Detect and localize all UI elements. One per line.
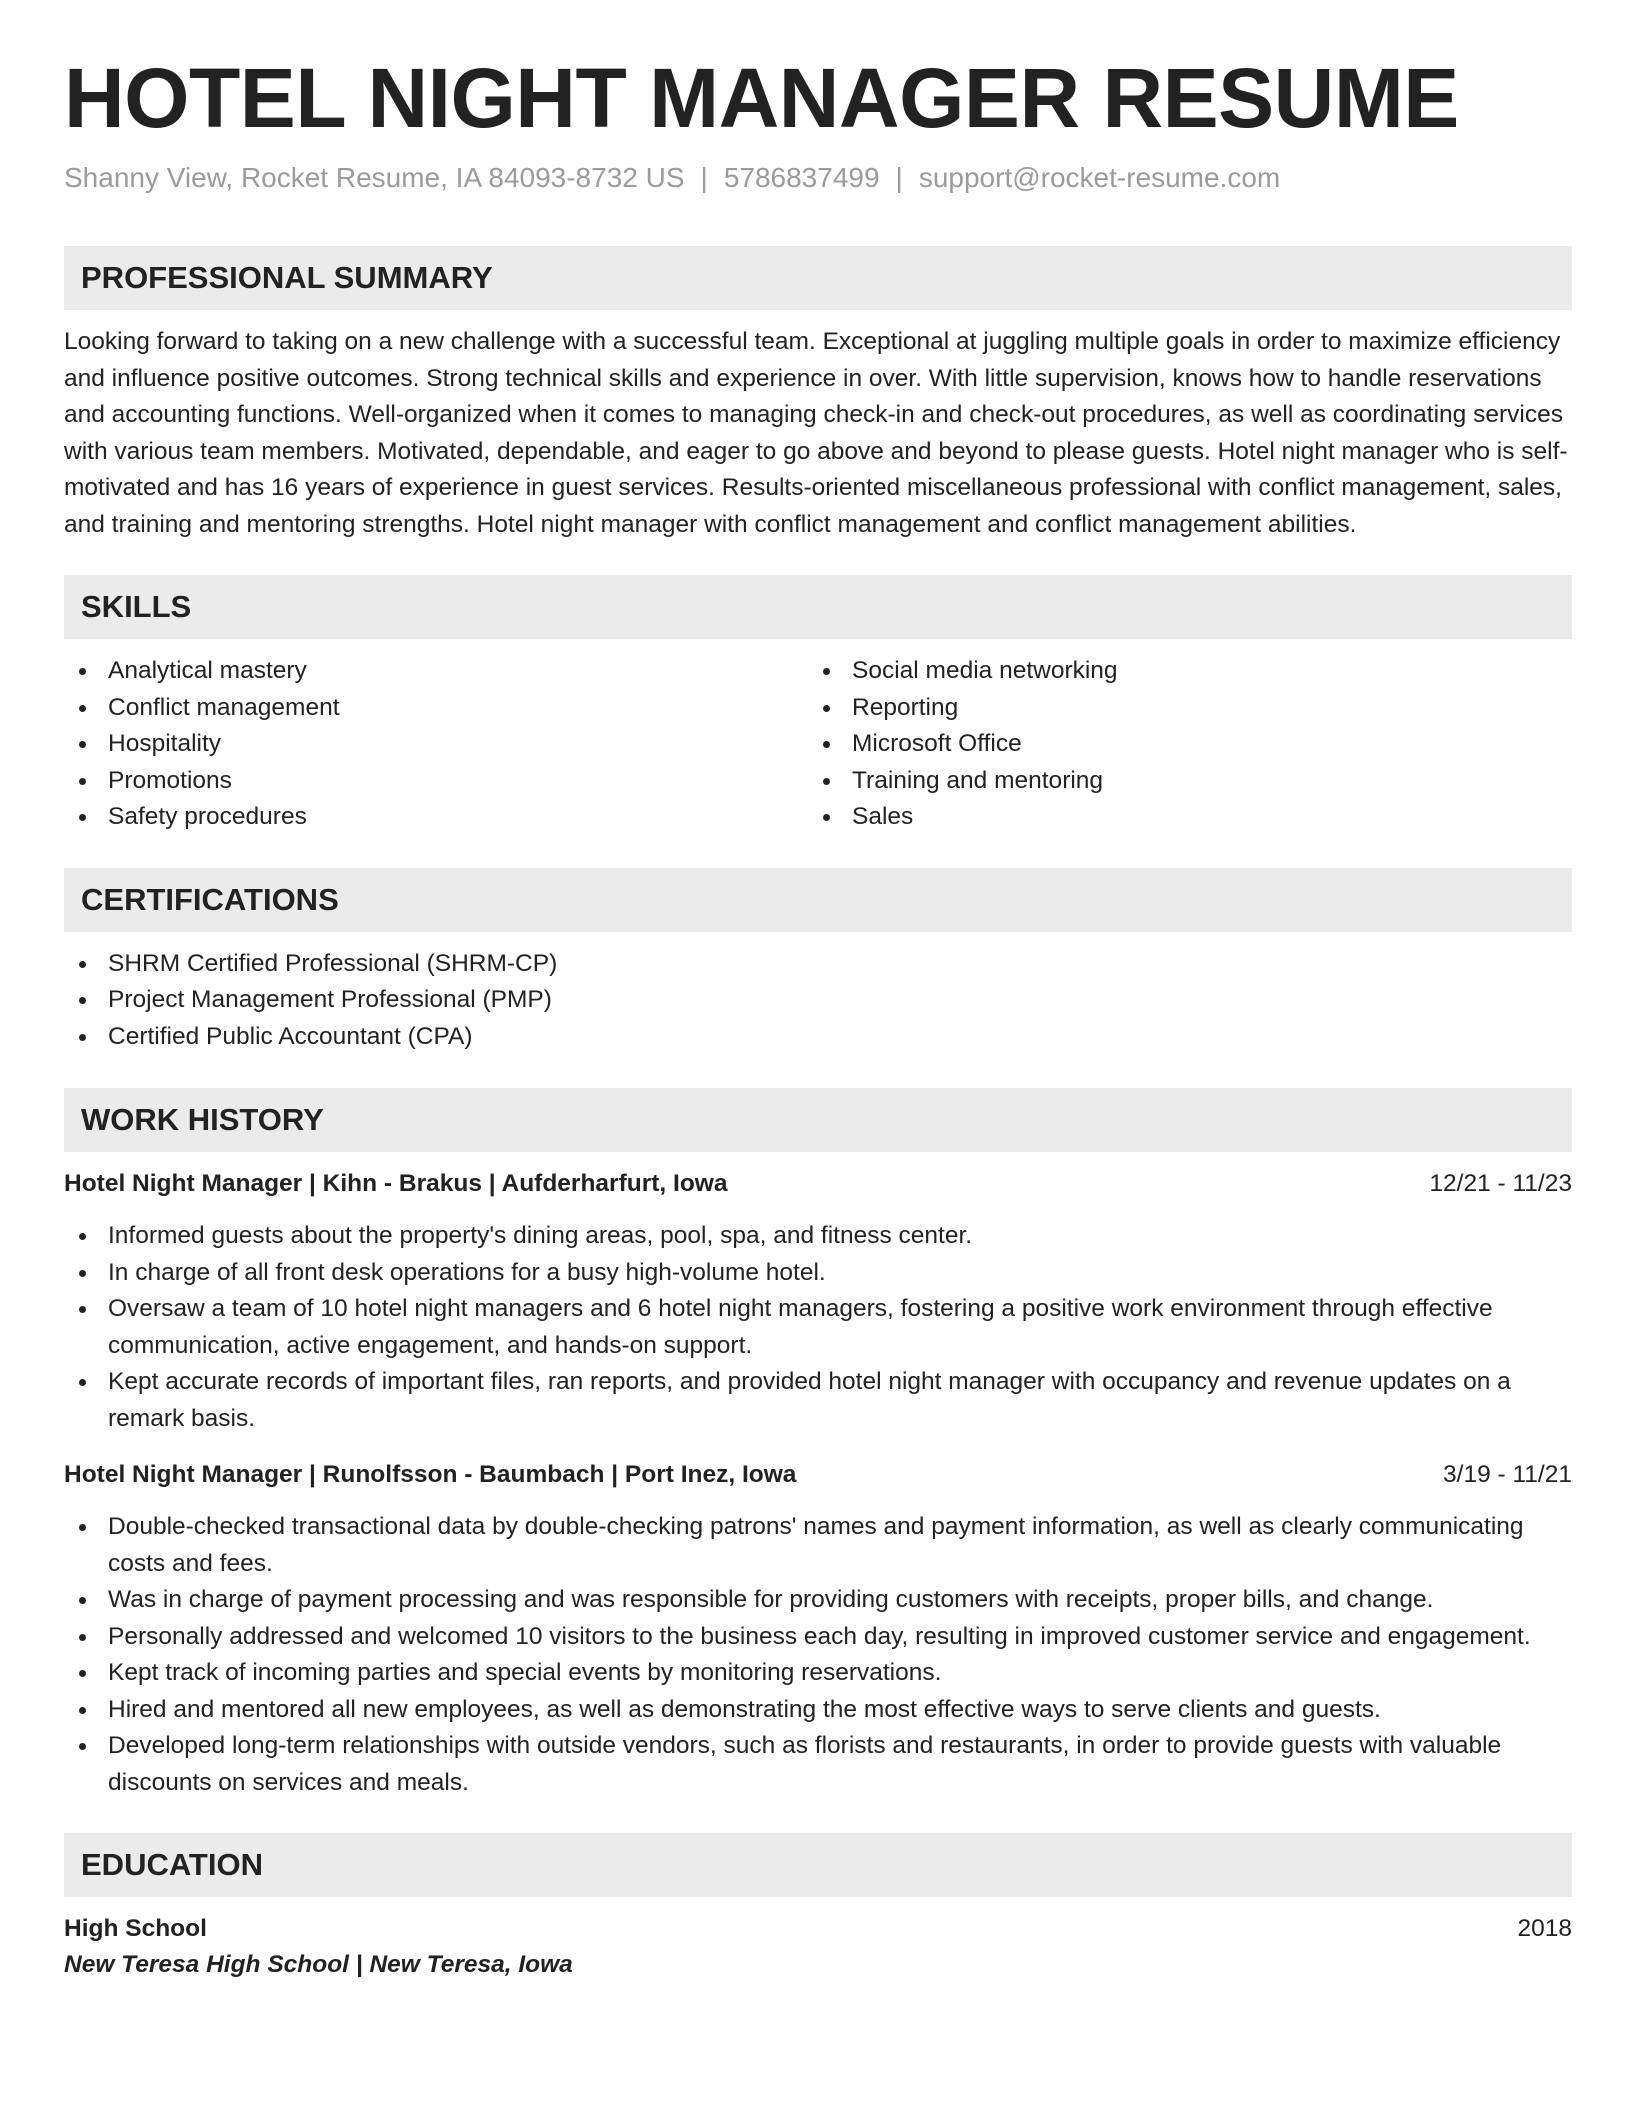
skills-list <box>64 653 1572 836</box>
job-header <box>64 1457 1572 1493</box>
skill-item: Safety procedures <box>64 799 808 836</box>
job-bullets <box>64 1218 1572 1437</box>
skill-item: Microsoft Office <box>808 726 1552 763</box>
section-heading-certifications: CERTIFICATIONS <box>64 868 1572 932</box>
contact-email: support@rocket-resume.com <box>918 162 1281 193</box>
job-bullet: Informed guests about the property's dining areas, pool, spa, and fitness center. <box>64 1218 1572 1255</box>
contact-separator: | <box>895 162 903 193</box>
skill-item: Sales <box>808 799 1552 836</box>
skill-item: Conflict management <box>64 690 808 727</box>
job-entry <box>64 1457 1572 1801</box>
job-entry <box>64 1166 1572 1437</box>
skill-item: Promotions <box>64 763 808 800</box>
job-bullet: Hired and mentored all new employees, as well as demonstrating the most effective ways to serve clients and guests. <box>64 1692 1572 1729</box>
job-bullet: In charge of all front desk operations for a busy high-volume hotel. <box>64 1255 1572 1292</box>
resume-page <box>64 0 1572 1983</box>
contact-address: Shanny View, Rocket Resume, IA 84093-8732 US <box>64 162 685 193</box>
education-year: 2018 <box>1517 1915 1572 1942</box>
certifications-list <box>64 946 1572 1056</box>
job-bullet: Developed long-term relationships with outside vendors, such as florists and restaurants, in order to provide guests with valuable discounts on services and meals. <box>64 1728 1572 1801</box>
contact-line <box>64 160 1572 196</box>
contact-separator: | <box>700 162 708 193</box>
section-heading-skills: SKILLS <box>64 575 1572 639</box>
job-dates: 3/19 - 11/21 <box>1443 1461 1572 1488</box>
job-bullet: Kept track of incoming parties and special events by monitoring reservations. <box>64 1655 1572 1692</box>
skill-item: Training and mentoring <box>808 763 1552 800</box>
job-bullet: Personally addressed and welcomed 10 visitors to the business each day, resulting in improved customer service and engagement. <box>64 1619 1572 1656</box>
certification-item: SHRM Certified Professional (SHRM-CP) <box>64 946 1572 983</box>
education-school: New Teresa High School | New Teresa, Iowa <box>64 1951 573 1978</box>
certification-item: Certified Public Accountant (CPA) <box>64 1019 1572 1056</box>
job-title: Hotel Night Manager | Runolfsson - Baumbach | Port Inez, Iowa <box>64 1461 797 1488</box>
job-bullet: Oversaw a team of 10 hotel night managers and 6 hotel night managers, fostering a positive work environment through effective communication, active engagement, and hands-on support. <box>64 1291 1572 1364</box>
job-bullets <box>64 1509 1572 1801</box>
skill-item: Analytical mastery <box>64 653 808 690</box>
skills-column-left <box>64 653 808 836</box>
certification-item: Project Management Professional (PMP) <box>64 982 1572 1019</box>
skill-item: Reporting <box>808 690 1552 727</box>
education-entry <box>64 1911 1572 1983</box>
job-bullet: Was in charge of payment processing and was responsible for providing customers with receipts, proper bills, and change. <box>64 1582 1572 1619</box>
job-bullet: Double-checked transactional data by double-checking patrons' names and payment information, as well as clearly communicating costs and fees. <box>64 1509 1572 1582</box>
summary-text: Looking forward to taking on a new challenge with a successful team. Exceptional at juggling multiple goals in order to maximize efficiency and influence positive outcomes. Strong technical skills and experience in over. With little supervision, knows how to handle reservations and accounting functions. Well-organized when it comes to managing check-in and check-out procedures, as well as coordinating services with various team members. Motivated, dependable, and eager to go above and beyond to please guests. Hotel night manager who is self-motivated and has 16 years of experience in guest services. Results-oriented miscellaneous professional with conflict management, sales, and training and mentoring strengths. Hotel night manager with conflict management and conflict management abilities. <box>64 328 1568 538</box>
job-dates: 12/21 - 11/23 <box>1429 1170 1572 1197</box>
skill-item: Hospitality <box>64 726 808 763</box>
job-header <box>64 1166 1572 1202</box>
resume-title: HOTEL NIGHT MANAGER RESUME <box>64 51 1459 145</box>
education-header <box>64 1911 1572 1947</box>
section-heading-work-history: WORK HISTORY <box>64 1088 1572 1152</box>
skill-item: Social media networking <box>808 653 1552 690</box>
skills-column-right <box>808 653 1552 836</box>
section-heading-education: EDUCATION <box>64 1833 1572 1897</box>
job-title: Hotel Night Manager | Kihn - Brakus | Aufderharfurt, Iowa <box>64 1170 728 1197</box>
job-bullet: Kept accurate records of important files, ran reports, and provided hotel night manager with occupancy and revenue updates on a remark basis. <box>64 1364 1572 1437</box>
section-heading-summary: PROFESSIONAL SUMMARY <box>64 246 1572 310</box>
contact-phone: 5786837499 <box>723 162 880 193</box>
education-degree: High School <box>64 1915 207 1942</box>
